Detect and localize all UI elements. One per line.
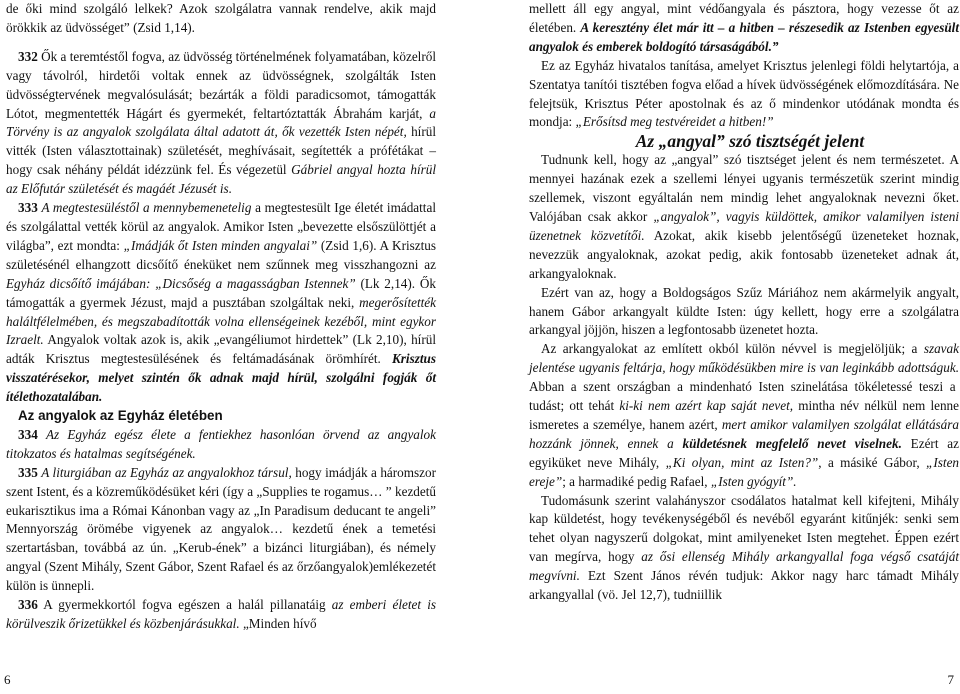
right-column (529, 0, 959, 605)
p336-text-b: az emberi életet is körülveszik őrizetükkel és közbenjárásukkal. (6, 597, 436, 631)
paragraph-number: 333 (18, 200, 38, 216)
paragraph-continued (529, 0, 959, 57)
r3-text-a: Az arkangyalokat az említett okból külön névvel is megjelöljük; a (541, 341, 924, 357)
r3-text-e: mintha név nélkül nem lenne ismeretes a személye, hanem azért, (529, 398, 959, 432)
cont-text-a: mellett áll egy angyal, mint védőangyala és pásztora, hogy vezesse őt az életében. (529, 1, 959, 35)
paragraph-number: 332 (18, 48, 38, 64)
page-number-left: 6 (4, 672, 11, 687)
r1-text-c: Azokat, akik kisebb jelentőségű üzeneteket hoznak, nevezzük angyaloknak, azokat pedig, akik fontosabb üzeneteket adnak át, arkangyaloknak. (529, 227, 959, 281)
r1-text-a: Tudnunk kell, hogy az „angyal” szó tisztséget jelent és nem természetet. A mennyei hazának ezek a szellemi lényei ugyanis természetük szerint mindig szellemek, viszont egyáltalán nem mindig lehet angyaloknak nevezni őket. Valójában csak akkor (529, 152, 959, 224)
p335-text-b: hogy imádják a háromszor szent Istent, és a közreműködésüket kéri (így a „Supplies te rogamus… ” kezdetű eukarisztikus ima a Római Kánonban vagy az „In Paradisum deducant te angeli” Mennyország örömébe vigyenek az angyalok… kezdetű ének a temetési szertartásban, továbbá az ún. „Kerub-ének” a bizánci liturgiában), és némely angyal (Szent Mihály, Szent Gábor, Szent Rafael és az őrzőangyalok)emlékezetét külön is ünnepli. (6, 464, 436, 594)
paragraph-r3 (529, 340, 959, 491)
r3-text-i: „Ki olyan, mint az Isten?” (665, 454, 819, 470)
paragraph-r2 (529, 284, 959, 341)
r3-text-b: szavak jelentése ugyanis feltárja, hogy működésükben mire is van leginkább adottságuk. (529, 341, 959, 376)
paragraph-number: 336 (18, 597, 38, 613)
p336-text-a: A gyermekkortól fogva egészen a halál pillanatáig (43, 597, 332, 613)
r1-text-b: „angyalok”, vagyis küldöttek, amikor valamilyen isteni üzenetnek közvetítői. (529, 208, 959, 243)
r2-text-a: Ezért van az, hogy a Boldogságos Szűz Máriához nem akármelyik angyalt, hanem Gábor arkangyalt küldte Isten: úgy kellett, hogy erre a szolgálatra arkangyal jöjjön, hiszen a legfontosabb üzenetet hozta. (529, 284, 959, 338)
p335-text-a: A liturgiában az Egyház az angyalokhoz társul, (41, 464, 292, 480)
p334-text-a: Az Egyház egész élete a fentiekhez hasonlóan örvend az angyalok titokzatos és hatalmas segítségének. (6, 426, 437, 461)
paragraph-335 (6, 464, 436, 596)
paragraph-teaching (529, 57, 959, 133)
r3-text-h: Ezért az egyiküket neve Mihály, (529, 435, 959, 470)
spacer (6, 38, 436, 48)
paragraph-334 (6, 426, 436, 464)
p333-text-b: a megtestesült Ige életét imádattal és szolgálattal vették körül az angyalok. Amikor Isten „bevezette elsőszülöttjét a világba”, ezt mondta: (6, 200, 436, 253)
paragraph-number: 335 (18, 464, 38, 480)
paragraph-number: 334 (18, 426, 38, 442)
p333-text-f: (Lk 2,14). Ők támogatták a gyermek Jézust, majd a pusztában szolgáltak neki, (6, 275, 436, 310)
r3-text-j: , a másiké Gábor, (818, 454, 927, 470)
paragraph-336 (6, 596, 436, 634)
p333-text-e: Egyház dicsőítő imájában: „Dicsőség a magasságban Istennek” (6, 275, 356, 291)
paragraph-333 (6, 199, 436, 407)
intro-line-2: majd örökkik az üdvösséget” (Zsid 1,14). (6, 1, 436, 35)
p333-text-a: A megtestesüléstől a mennybemenetelig (41, 200, 252, 216)
page-number-right: 7 (947, 672, 954, 687)
paragraph-r4 (529, 492, 959, 605)
r3-text-k: „Isten ereje” (529, 454, 960, 489)
section-heading: Az „angyal” szó tisztségét jelent (635, 131, 865, 152)
p332-text-a: Ők a teremtéstől fogva, az üdvösség történelmének folyamatában, közelről vagy távolról, hirdetői voltak ennek az üdvösségnek, szolgálták Isten üdvösségtervének megvalósulását; bezárták a földi paradicsomot, támogatták Lótot, megmentették Hágárt és gyermekét, feltartóztatták Ábrahám karját, (6, 48, 436, 121)
r4-text-a: Tudomásunk szerint valahányszor csodálatos hatalmat kell kifejteni, Mihály kap küldetést, hogy tevékenységéből és nevéből egyaránt kitűnjék: senki sem tehet olyan nagyszerű dolgokat, mint amilyeneket Isten megtehet. Éppen ezért van megírva, hogy (529, 492, 959, 565)
r4-text-b: az ősi ellenség Mihály arkangyallal foga végső csatáját megvívni. (529, 549, 959, 584)
p333-text-d: (Zsid 1,6). A Krisztus születésénél elhangzott dicsőítő éneküket nem szűnnek meg visszhangozni az (6, 237, 437, 272)
teaching-text-b: „Erősítsd meg testvéreidet a hitben!” (575, 114, 774, 130)
r3-text-l: ; a harmadiké pedig Rafael, (562, 473, 711, 489)
r3-text-d: ki-ki nem azért kap saját nevet, (619, 398, 794, 414)
p332-text-c: hírül vitték (Isten választottainak) születését, meghívásait, segítették a prófétákat – hogy csak néhány példát idézzünk fel. És végezetül (6, 124, 436, 178)
p333-text-h: Angyalok voltak azok is, akik „evangéliumot hirdettek” (Lk 2,10), hírül adták Krisztus megtestesülésének és feltámadásának örömhírét. (6, 332, 436, 367)
left-column (6, 0, 436, 634)
teaching-text-a: Ez az Egyház hivatalos tanítása, amelyet Krisztus jelenlegi földi helytartója, a Szentatya tanítói tisztében fogva előad a hívek üdvösségének előmozdítására. Ne felejtsük, Krisztus Péter apostolnak és az ő mindenkor utódának mondta és mondja: (529, 57, 959, 130)
p333-text-g: megerősítették haláltfélelmében, és megszabadították volna ellenségeinek kezéből, mint egykor Izraelt. (6, 294, 436, 348)
r3-text-m: „Isten gyógyít”. (710, 473, 797, 489)
r3-text-c: Abban a szent országban a mindenható Isten szinelátása tökéletessé teszi a tudást; ott tehát (529, 379, 956, 414)
r4-text-c: Ezt Szent János révén tudjuk: Akkor nagy harc támadt Mihály arkangyallal (vö. Jel 12,7), tudniillik (529, 568, 959, 603)
p332-text-d: Gábriel angyal hozta hírül az Előfutár születését és magáét Jézusét is. (6, 162, 436, 197)
p336-text-c: „Minden hívő (239, 616, 317, 631)
section-title: Az angyalok az Egyház életében (18, 408, 223, 424)
cont-text-b: A keresztény élet már itt – a hitben – részesedik az Istenben egyesült angyalok és emberek boldogító társaságából.” (529, 19, 959, 54)
r3-text-g: küldetésnek megfelelő nevet viselnek. (673, 435, 902, 451)
intro-line-1: de őki mind szolgáló lelkek? Azok szolgálatra vannak rendelve, akik (6, 1, 403, 16)
p333-text-i: Krisztus visszatérésekor, melyet szintén ők adnak majd hírül, szolgálni fogják őt ítélethozatalában. (6, 351, 436, 405)
p333-text-c: „Imádják őt Isten minden angyalai” (123, 237, 318, 253)
r3-text-f: mert amikor valamilyen szolgálat ellátására hozzánk jönnek, ennek a (529, 416, 959, 451)
paragraph-r1 (529, 151, 959, 283)
paragraph-intro (6, 0, 436, 38)
p332-text-b: a Törvény is az angyalok szolgálata által adatott át, ők vezették Isten népét, (6, 105, 436, 140)
paragraph-332 (6, 48, 436, 199)
